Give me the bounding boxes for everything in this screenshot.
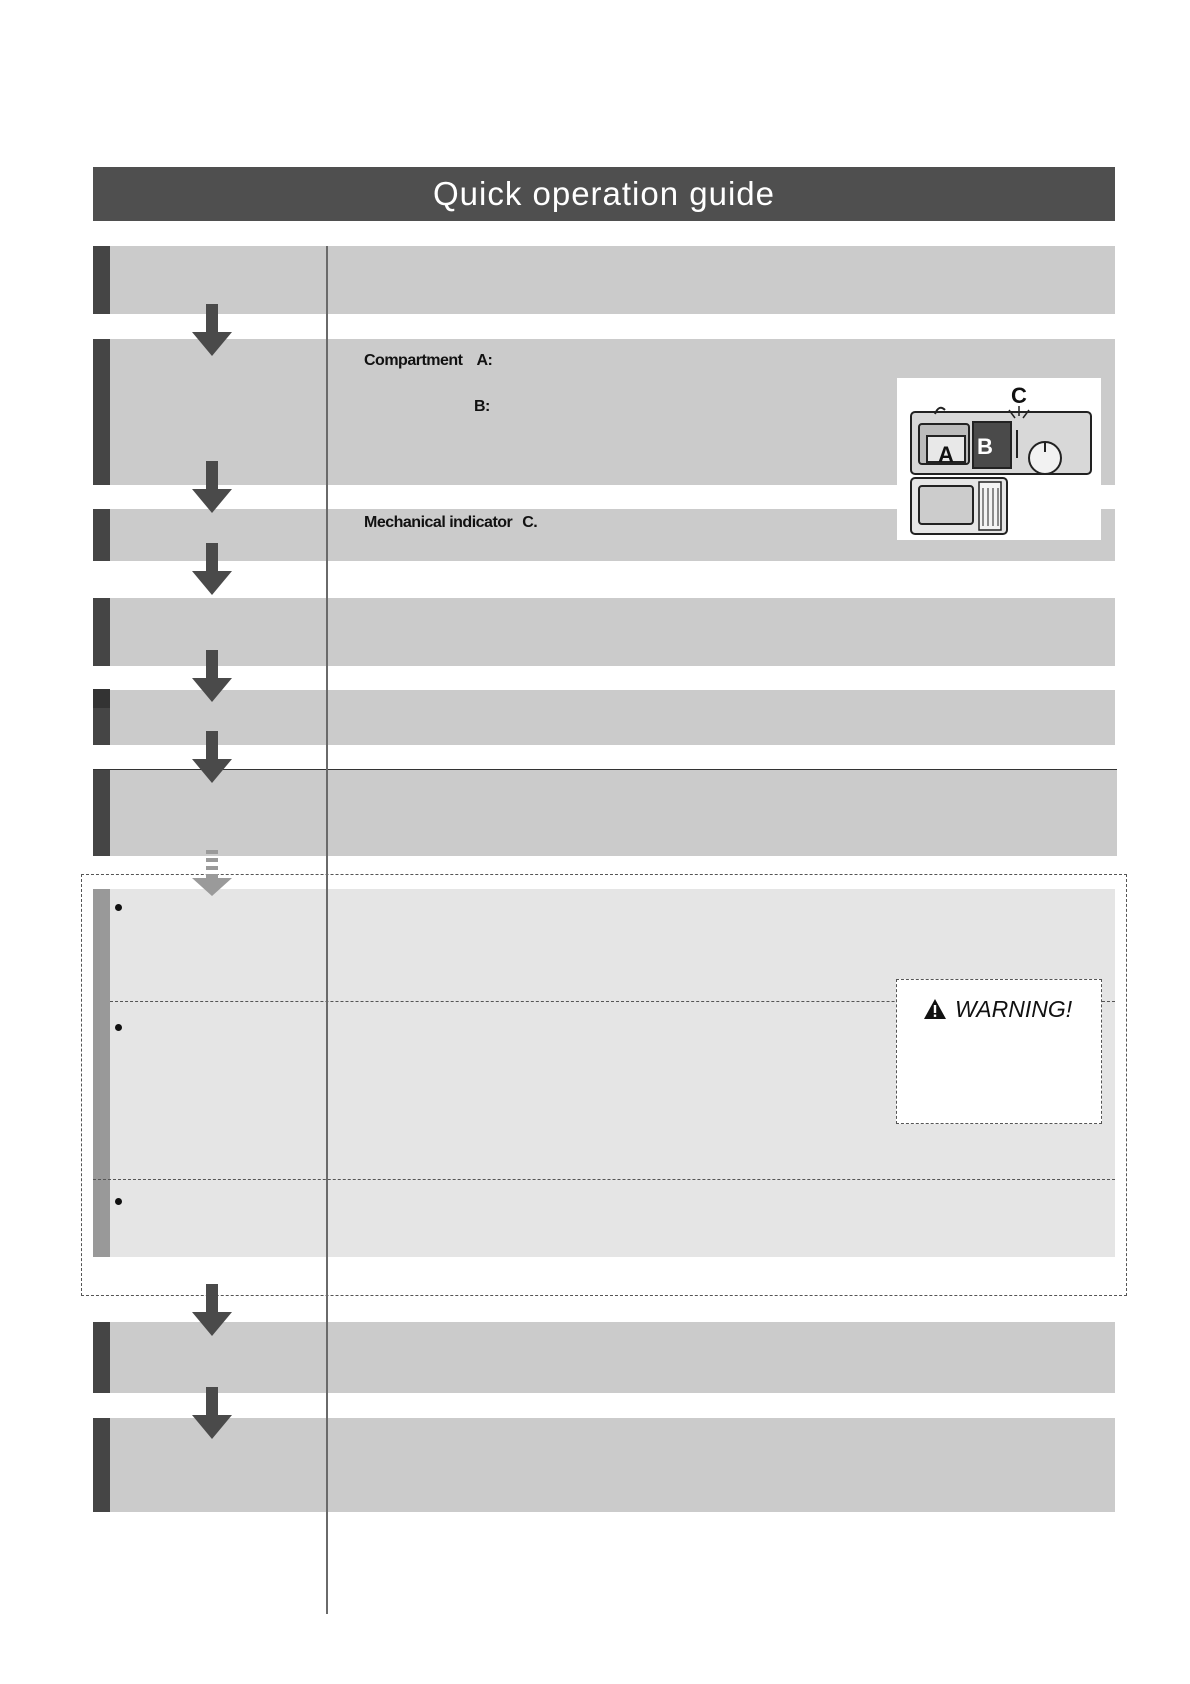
down-arrow-icon [192,1387,232,1439]
step-accent-bar [93,1418,110,1512]
compartment-a-label: A: [476,352,493,369]
options-divider [93,1179,1115,1180]
down-arrow-icon [192,1284,232,1336]
indicator-label-text: Mechanical indicator [364,514,513,531]
down-arrow-icon [192,461,232,513]
down-arrow-icon [192,304,232,356]
compartment-b-label: B: [474,398,490,415]
step-accent-bar [93,509,110,561]
bullet-icon [115,1198,122,1205]
step-accent-bar [93,598,110,666]
indicator-c-label: C. [522,514,538,531]
page-title-text: Quick operation guide [432,175,776,212]
step-row-5 [93,690,1115,745]
step-marker [93,689,110,708]
warning-triangle-icon [923,998,947,1020]
compartment-label-text: Compartment [364,352,463,369]
down-arrow-icon [192,650,232,702]
page-title [93,167,1115,221]
down-arrow-icon [192,543,232,595]
dispenser-illustration [897,378,1101,540]
diagram-label-a: A [938,442,954,467]
step-accent-bar [93,339,110,485]
warning-box [896,979,1102,1124]
down-arrow-icon [192,731,232,783]
diagram-label-c: C [1011,383,1027,408]
indicator-label [364,514,537,532]
dispenser-diagram [897,378,1101,540]
step-accent-bar [93,246,110,314]
step-row-7 [93,1322,1115,1393]
warning-title: WARNING! [955,996,1073,1022]
step-row-4 [93,598,1115,666]
step-row-8 [93,1418,1115,1512]
bullet-icon [115,904,122,911]
step-row-6 [93,770,1117,856]
step-accent-bar [93,1322,110,1393]
column-divider [326,246,328,1614]
step-accent-bar [93,770,110,856]
step-row-1 [93,246,1115,314]
down-arrow-dashed-icon [192,850,232,902]
compartment-label [364,352,492,370]
bullet-icon [115,1024,122,1031]
diagram-label-b: B [977,434,993,459]
